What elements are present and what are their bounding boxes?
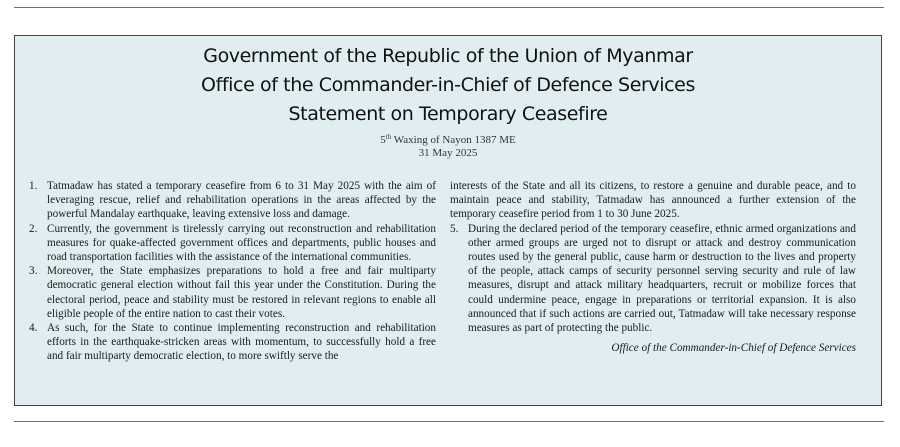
paragraph-text: During the declared period of the temporary ceasefire, ethnic armed organizations and other armed groups are urged not to disrupt or attack and destroy communication routes used by the general public, cause harm or destruction to the lives and property of the people, attack camps of security personnel serving security and rule of law measures, disrupt and attack military headquarters, recruit or mobilize forces that could undermine peace, engage in preparations or territorial expansion. It is also announced that if such actions are carried out, Tatmadaw will take necessary response measures as part of protecting the public.: [468, 222, 856, 335]
paragraph-number: 1.: [29, 180, 38, 192]
gregorian-date: 31 May 2025: [418, 147, 478, 159]
paragraph-number: 2.: [29, 222, 38, 235]
paragraph-number: 4.: [29, 322, 38, 335]
paragraph-number: 5.: [450, 222, 459, 235]
heading-line-statement: Statement on Temporary Ceasefire: [288, 103, 608, 125]
right-column: [450, 179, 856, 355]
heading-line-office: Office of the Commander-in-Chief of Defence Services: [201, 74, 695, 96]
paragraph-5: [450, 222, 856, 336]
left-column: [29, 179, 436, 364]
paragraph-2: [29, 222, 436, 265]
signoff: Office of the Commander-in-Chief of Defence Services: [611, 342, 856, 355]
statement-panel: [14, 35, 882, 406]
top-rule: [14, 7, 884, 8]
statement-heading: [15, 42, 881, 129]
paragraph-number: 3.: [29, 265, 38, 278]
paragraph-text: Currently, the government is tirelessly carrying out reconstruction and rehabilitation measures for quake-affected government offices and departments, public houses and road transportation facilities with the assistance of the international communities.: [47, 222, 436, 264]
paragraph-3: [29, 264, 436, 321]
paragraph-1: [29, 179, 436, 222]
bottom-rule: [14, 421, 884, 422]
paragraph-text: As such, for the State to continue implementing reconstruction and rehabilitation efforts in the earthquake-stricken areas with momentum, to successfully hold a free and fair multiparty democratic election, to more swiftly serve the: [47, 322, 436, 363]
paragraph-4-continued: interests of the State and all its citizens, to restore a genuine and durable peace, and to maintain peace and stability, Tatmadaw has announced a further extension of the temporary ceasefire period from 1 to 30 June 2025.: [450, 180, 856, 221]
heading-line-government: Government of the Republic of the Union of Myanmar: [203, 45, 693, 67]
paragraph-text: Moreover, the State emphasizes preparations to hold a free and fair multiparty democratic general election without fail this year under the Constitution. During the electoral period, peace and stability must be restored in relevant regions to enable all eligible people of the entire nation to cast their votes.: [47, 265, 436, 320]
paragraph-4: [29, 321, 436, 364]
paragraph-text: Tatmadaw has stated a temporary ceasefire from 6 to 31 May 2025 with the aim of leveraging rescue, relief and rehabilitation operations in the areas affected by the powerful Mandalay earthquake, leaving extensive loss and damage.: [47, 180, 436, 221]
statement-dates: [15, 134, 881, 160]
myanmar-date: 5th Waxing of Nayon 1387 ME: [380, 133, 516, 146]
